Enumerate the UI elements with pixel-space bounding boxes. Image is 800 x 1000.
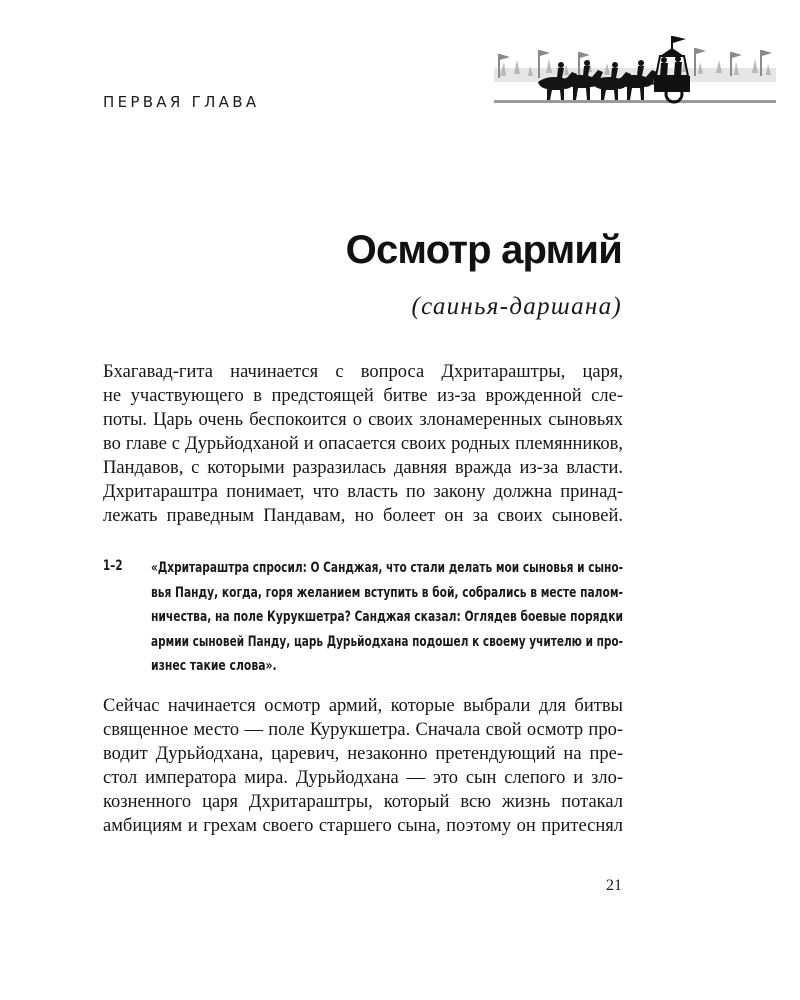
verse-line-text: армии сыновей Панду, царь Дурьйодхана подошел к своему учителю и про- bbox=[151, 633, 624, 650]
paragraph-line: стол императора мира. Дурьйодхана — это сын слепого и зло- bbox=[103, 768, 623, 788]
verse-line-text: вья Панду, когда, горя желанием вступить в бой, собрались в месте палом- bbox=[151, 584, 623, 601]
verse-line-text: «Дхритараштра спросил: О Санджая, что стали делать мои сыновья и сыно- bbox=[151, 560, 623, 576]
chapter-subtitle: (саинья-даршана) bbox=[411, 293, 622, 320]
paragraph-line: водит Дурьйодхана, царевич, незаконно претендующий на пре- bbox=[103, 744, 623, 764]
verse-line bbox=[151, 605, 623, 630]
intro-paragraph bbox=[103, 360, 623, 528]
verse-line bbox=[151, 630, 623, 655]
verse-line bbox=[151, 581, 623, 606]
paragraph-line: во главе с Дурьйодханой и опасается своих родных племянников, bbox=[103, 434, 623, 454]
verse-line-text: ничества, на поле Курукшетра? Санджая сказал: Оглядев боевые порядки bbox=[151, 609, 623, 625]
paragraph-line: Пандавов, с которыми разразилась давняя вражда из-за власти. bbox=[103, 458, 623, 478]
chapter-title: Осмотр армий bbox=[345, 228, 622, 272]
verse-line bbox=[151, 556, 623, 581]
paragraph-line: священное место — поле Курукшетра. Сначала свой осмотр про- bbox=[103, 720, 623, 740]
verse-text bbox=[151, 556, 623, 679]
paragraph-line: Дхритараштра понимает, что власть по закону должна принад- bbox=[103, 482, 623, 502]
verse-line bbox=[151, 654, 623, 679]
paragraph-line: Сейчас начинается осмотр армий, которые выбрали для битвы bbox=[103, 696, 623, 716]
paragraph-line: козненного царя Дхритараштры, который всю жизнь потакал bbox=[103, 792, 623, 812]
paragraph-line: Бхагавад-гита начинается с вопроса Дхритараштры, царя, bbox=[103, 362, 623, 382]
chariot-procession-illustration bbox=[494, 32, 776, 112]
page-number: 21 bbox=[606, 877, 622, 894]
paragraph-line: поты. Царь очень беспокоится о своих злонамеренных сыновьях bbox=[103, 410, 623, 430]
running-header: ПЕРВАЯ ГЛАВА bbox=[103, 93, 260, 111]
verse-line-text: изнес такие слова». bbox=[151, 658, 277, 674]
paragraph-line: амбициям и грехам своего старшего сына, поэтому он притеснял bbox=[103, 816, 623, 836]
paragraph-line: не участвующего в предстоящей битве из-за врожденной сле- bbox=[103, 386, 623, 406]
verse-number: 1–2 bbox=[103, 558, 123, 574]
commentary-paragraph bbox=[103, 694, 623, 838]
paragraph-line: лежать праведным Пандавам, но болеет он за своих сыновей. bbox=[103, 506, 623, 526]
